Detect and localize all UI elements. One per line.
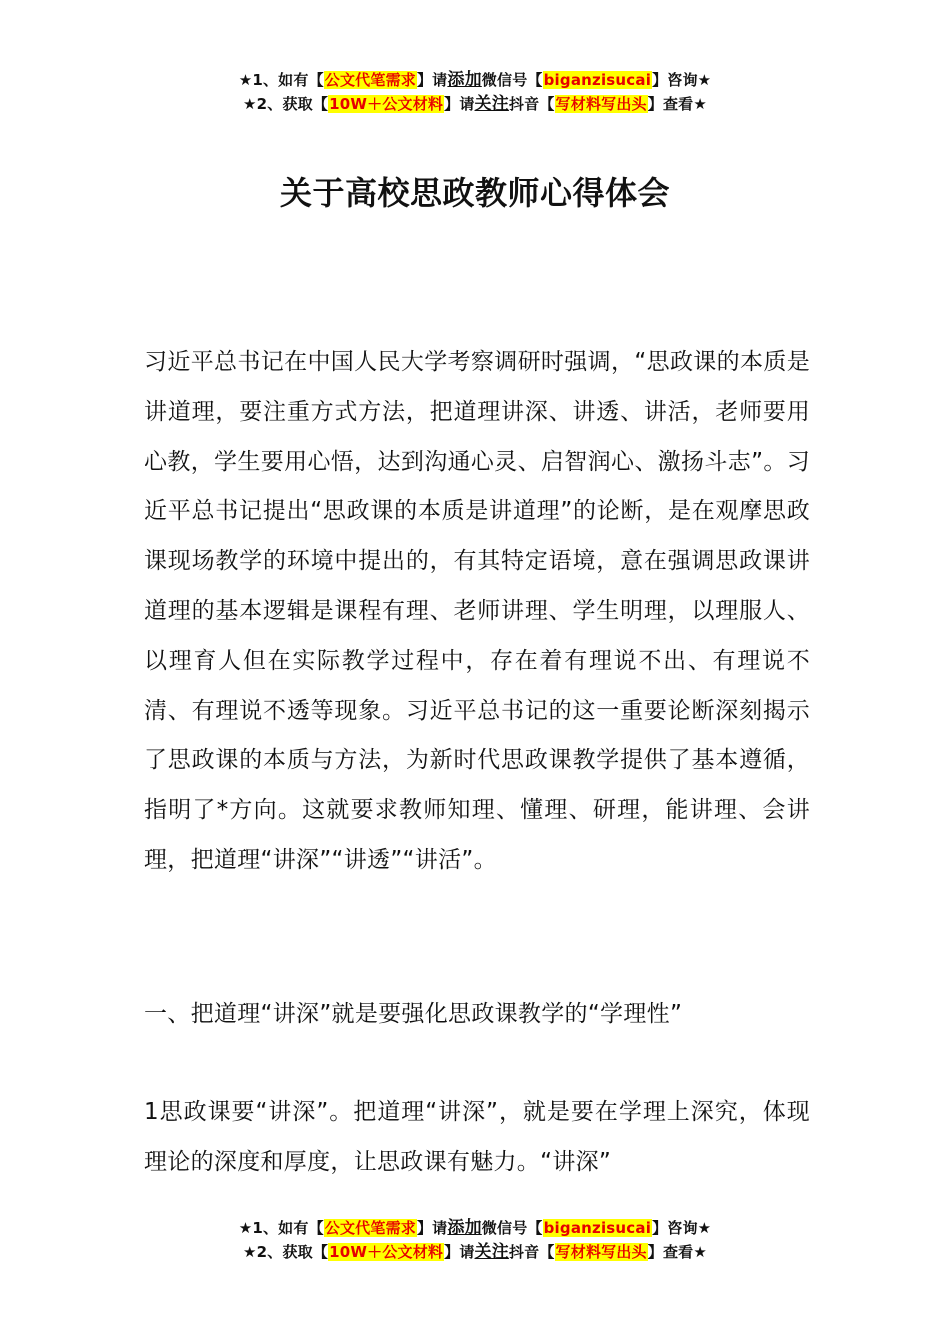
promo-line-2: ★2、获取【10W＋公文材料】请关注抖音【写材料写出头】查看★ — [243, 1242, 707, 1262]
intro-paragraph: 习近平总书记在中国人民大学考察调研时强调，“思政课的本质是讲道理，要注重方式方法，把道理讲深、讲透、讲活，老师要用心教，学生要用心悟，达到沟通心灵、启智润心、激扬斗志”。习近平总书记提出“思政课的本质是讲道理”的论断，是在观摩思政课现场教学的环境中提出的，有其特定语境，意在强调思政课讲道理的基本逻辑是课程有理、老师讲理、学生明理，以理服人、以理育人但在实际教学过程中，存在着有理说不出、有理说不清、有理说不透等现象。习近平总书记的这一重要论断深刻揭示了思政课的本质与方法，为新时代思政课教学提供了基本遵循，指明了*方向。这就要求教师知理、懂理、研理，能讲理、会讲理，把道理“讲深”“讲透”“讲活”。 — [144, 349, 810, 873]
section-heading-1: 一、把道理“讲深”就是要强化思政课教学的“学理性” — [144, 1001, 683, 1027]
highlight-douyin-account: 写材料写出头 — [555, 95, 647, 113]
emphasis-follow: 关注 — [474, 94, 509, 114]
page-title: 关于高校思政教师心得体会 — [279, 174, 670, 213]
highlight-wechat-id: biganzisucai — [543, 1219, 652, 1237]
highlight-wechat-id: biganzisucai — [543, 71, 652, 89]
emphasis-follow: 关注 — [474, 1242, 509, 1262]
promo-line-1: ★1、如有【公文代笔需求】请添加微信号【biganzisucai】咨询★ — [238, 1218, 712, 1238]
promo-line-1: ★1、如有【公文代笔需求】请添加微信号【biganzisucai】咨询★ — [238, 70, 712, 90]
emphasis-add: 添加 — [447, 70, 482, 90]
promo-banner-bottom — [0, 1216, 950, 1264]
emphasis-add: 添加 — [447, 1218, 482, 1238]
highlight-service: 公文代笔需求 — [324, 1219, 416, 1237]
highlight-service: 公文代笔需求 — [324, 71, 416, 89]
highlight-materials: 10W＋公文材料 — [329, 1243, 444, 1261]
section-1-paragraph: 1思政课要“讲深”。把道理“讲深”，就是要在学理上深究，体现理论的深度和厚度，让思政课有魅力。“讲深” — [144, 1099, 810, 1175]
promo-line-2: ★2、获取【10W＋公文材料】请关注抖音【写材料写出头】查看★ — [243, 94, 707, 114]
highlight-douyin-account: 写材料写出头 — [555, 1243, 647, 1261]
promo-banner-top — [0, 68, 950, 116]
highlight-materials: 10W＋公文材料 — [329, 95, 444, 113]
